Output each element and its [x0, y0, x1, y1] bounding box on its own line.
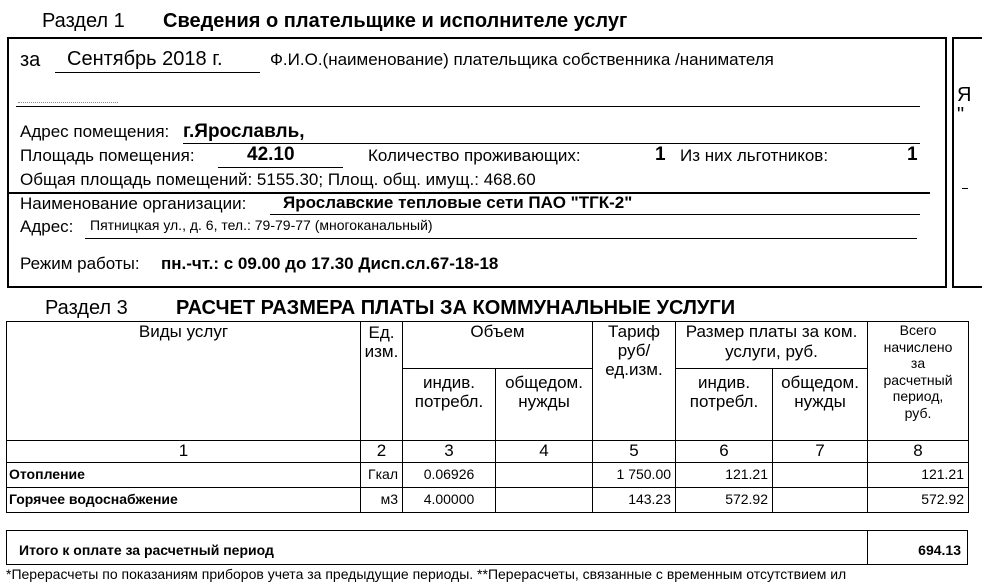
total-divider [867, 531, 868, 564]
side-quote: " [957, 104, 965, 126]
row-pay-indiv: 572.92 [676, 488, 773, 513]
period-underline [55, 72, 260, 73]
header-volume: Объем [403, 322, 593, 369]
org-address-value: Пятницкая ул., д. 6, тел.: 79-79-77 (многоканальный) [90, 217, 433, 233]
col-number: 2 [361, 441, 403, 463]
calculation-table [6, 321, 969, 513]
row-unit: м3 [361, 488, 403, 513]
row-vol-common [496, 488, 593, 513]
beneficiaries-label: Из них льготников: [680, 146, 829, 165]
col-number: 6 [676, 441, 773, 463]
org-value: Ярославские тепловые сети ПАО "ТГК-2" [283, 193, 633, 212]
header-payment: Размер платы за ком. услуги, руб. [676, 322, 868, 369]
side-box [952, 37, 982, 288]
header-pay-indiv: индив. потребл. [676, 369, 773, 441]
org-address-label: Адрес: [20, 217, 74, 236]
col-number: 7 [773, 441, 868, 463]
section3-title: РАСЧЕТ РАЗМЕРА ПЛАТЫ ЗА КОММУНАЛЬНЫЕ УСЛУГИ [176, 297, 736, 319]
col-number: 1 [7, 441, 361, 463]
address-value: г.Ярославль, [183, 121, 305, 142]
row-tariff: 143.23 [593, 488, 676, 513]
column-numbers-row [7, 441, 969, 463]
period-value: Сентябрь 2018 г. [67, 48, 223, 70]
header-services: Виды услуг [7, 322, 361, 441]
row-pay-indiv: 121.21 [676, 463, 773, 488]
footnote: *Перерасчеты по показаниям приборов учета за предыдущие периоды. **Перерасчеты, связанные с временным отсутствием ил [6, 566, 847, 582]
row-total: 572.92 [868, 488, 969, 513]
section1-label: Раздел 1 [42, 10, 125, 32]
side-letter: Я [957, 84, 972, 106]
total-value: 694.13 [918, 542, 961, 558]
row-vol-common [496, 463, 593, 488]
beneficiaries-value: 1 [907, 144, 918, 165]
work-value: пн.-чт.: с 09.00 до 17.30 Дисп.сл.67-18-18 [161, 254, 499, 273]
header-total: Всего начислено за расчетный период, руб. [868, 322, 969, 441]
total-area-text: Общая площадь помещений: 5155.30; Площ. общ. имущ.: 468.60 [20, 170, 536, 189]
col-number: 5 [593, 441, 676, 463]
header-pay-common: общедом. нужды [773, 369, 868, 441]
work-label: Режим работы: [20, 254, 140, 273]
area-label: Площадь помещения: [20, 146, 195, 165]
address-label: Адрес помещения: [20, 122, 170, 141]
table-row [7, 463, 969, 488]
row-unit: Гкал [361, 463, 403, 488]
residents-label: Количество проживающих: [368, 146, 581, 165]
row-service: Отопление [7, 463, 361, 488]
col-number: 3 [403, 441, 496, 463]
area-value: 42.10 [247, 144, 295, 165]
org-label: Наименование организации: [20, 194, 247, 213]
header-tariff: Тариф руб/ ед.изм. [593, 322, 676, 441]
residents-value: 1 [655, 144, 666, 165]
table-row [7, 488, 969, 513]
row-total: 121.21 [868, 463, 969, 488]
payer-name-dots [18, 102, 118, 104]
org-underline [270, 214, 920, 215]
header-unit: Ед. изм. [361, 322, 403, 441]
row-tariff: 1 750.00 [593, 463, 676, 488]
org-address-underline [85, 238, 917, 239]
area-underline [218, 167, 343, 168]
header-vol-common: общедом. нужды [496, 369, 593, 441]
row-vol-indiv: 4.00000 [403, 488, 496, 513]
side-rule [962, 188, 968, 189]
row-service: Горячее водоснабжение [7, 488, 361, 513]
col-number: 8 [868, 441, 969, 463]
row-pay-common [773, 463, 868, 488]
total-box [6, 530, 968, 565]
payer-caption: Ф.И.О.(наименование) плательщика собственника /нанимателя [270, 50, 774, 69]
za-label: за [20, 49, 41, 71]
row-pay-common [773, 488, 868, 513]
total-label: Итого к оплате за расчетный период [19, 542, 274, 558]
row-vol-indiv: 0.06926 [403, 463, 496, 488]
col-number: 4 [496, 441, 593, 463]
section1-title: Сведения о плательщике и исполнителе услуг [163, 10, 628, 32]
payer-name-line [16, 106, 920, 107]
header-vol-indiv: индив. потребл. [403, 369, 496, 441]
section3-label: Раздел 3 [45, 297, 128, 319]
